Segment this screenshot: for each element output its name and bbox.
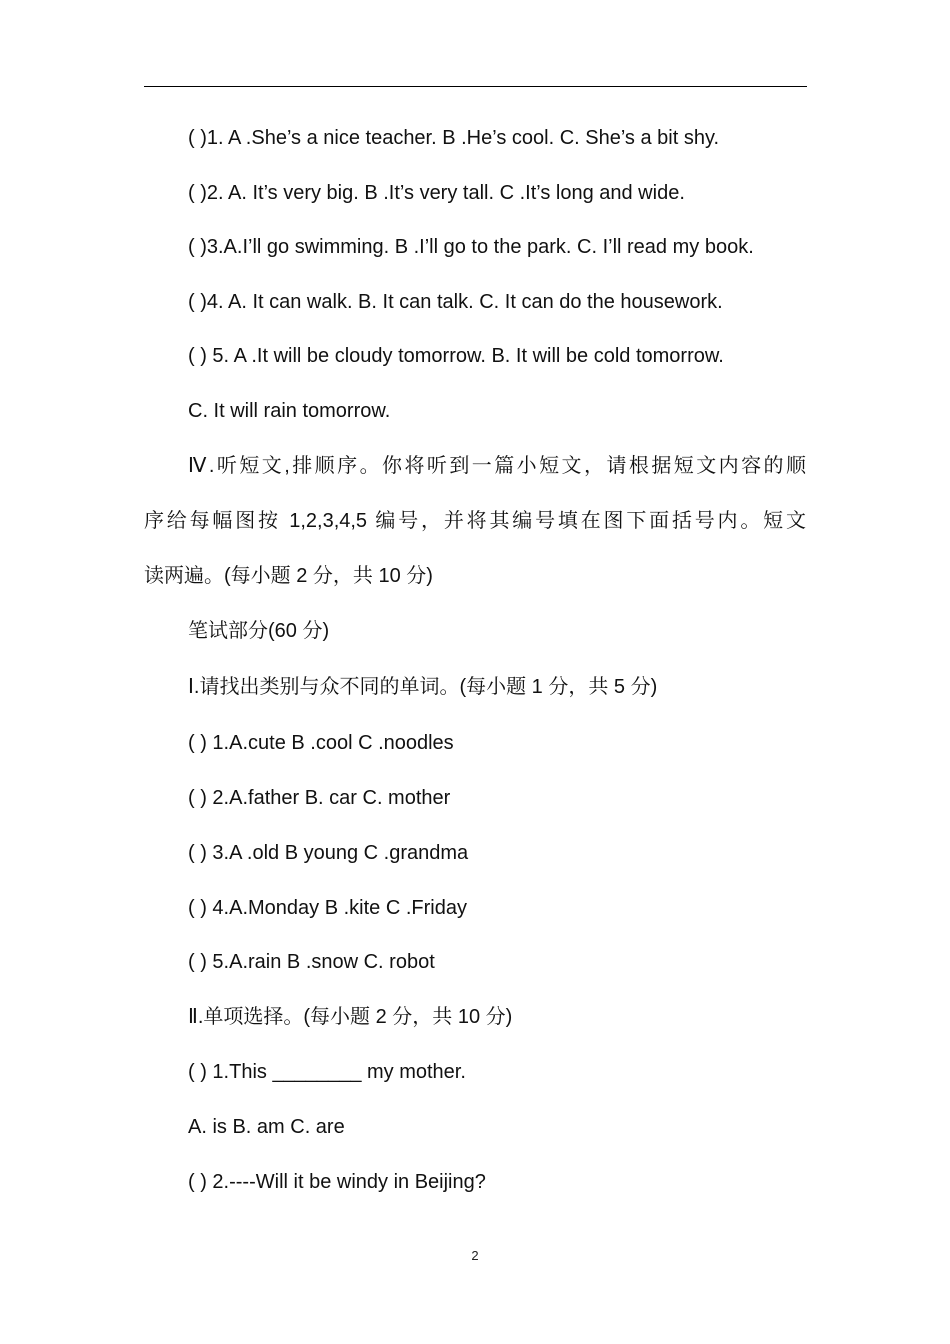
section-iv-line-1: Ⅳ.听短文,排顺序。你将听到一篇小短文，请根据短文内容的顺 (188, 455, 806, 477)
listening-item-3: ( )3.A.I’ll go swimming. B .I’ll go to the park. C. I’ll read my book. (188, 236, 754, 258)
section-i-item-1: ( ) 1.A.cute B .cool C .noodles (188, 732, 454, 754)
listening-item-1: ( )1. A .She’s a nice teacher. B .He’s cool. C. She’s a bit shy. (188, 127, 720, 149)
section-iv-line-3: 读两遍。(每小题 2 分，共 10 分) (144, 565, 433, 587)
section-ii-question-2: ( ) 2.----Will it be windy in Beijing? (188, 1171, 486, 1193)
section-ii-question-1: ( ) 1.This ________ my mother. (188, 1061, 466, 1083)
listening-item-4: ( )4. A. It can walk. B. It can talk. C. It can do the housework. (188, 291, 723, 313)
section-iv-line-2: 序给每幅图按 1,2,3,4,5 编号，并将其编号填在图下面括号内。短文 (144, 510, 806, 532)
written-part-title: 笔试部分(60 分) (188, 620, 330, 642)
listening-item-2: ( )2. A. It’s very big. B .It’s very tall. C .It’s long and wide. (188, 182, 685, 204)
section-i-heading: Ⅰ.请找出类别与众不同的单词。(每小题 1 分，共 5 分) (188, 676, 658, 698)
section-ii-heading: Ⅱ.单项选择。(每小题 2 分，共 10 分) (188, 1006, 513, 1028)
section-i-item-2: ( ) 2.A.father B. car C. mother (188, 787, 451, 809)
section-i-item-3: ( ) 3.A .old B young C .grandma (188, 842, 469, 864)
header-rule (144, 86, 807, 87)
page-number: 2 (471, 1248, 479, 1263)
section-i-item-4: ( ) 4.A.Monday B .kite C .Friday (188, 897, 467, 919)
listening-item-5-option-c: C. It will rain tomorrow. (188, 400, 391, 422)
listening-item-5: ( ) 5. A .It will be cloudy tomorrow. B. It will be cold tomorrow. (188, 345, 724, 367)
section-i-item-5: ( ) 5.A.rain B .snow C. robot (188, 951, 435, 973)
section-ii-question-1-options: A. is B. am C. are (188, 1116, 345, 1138)
